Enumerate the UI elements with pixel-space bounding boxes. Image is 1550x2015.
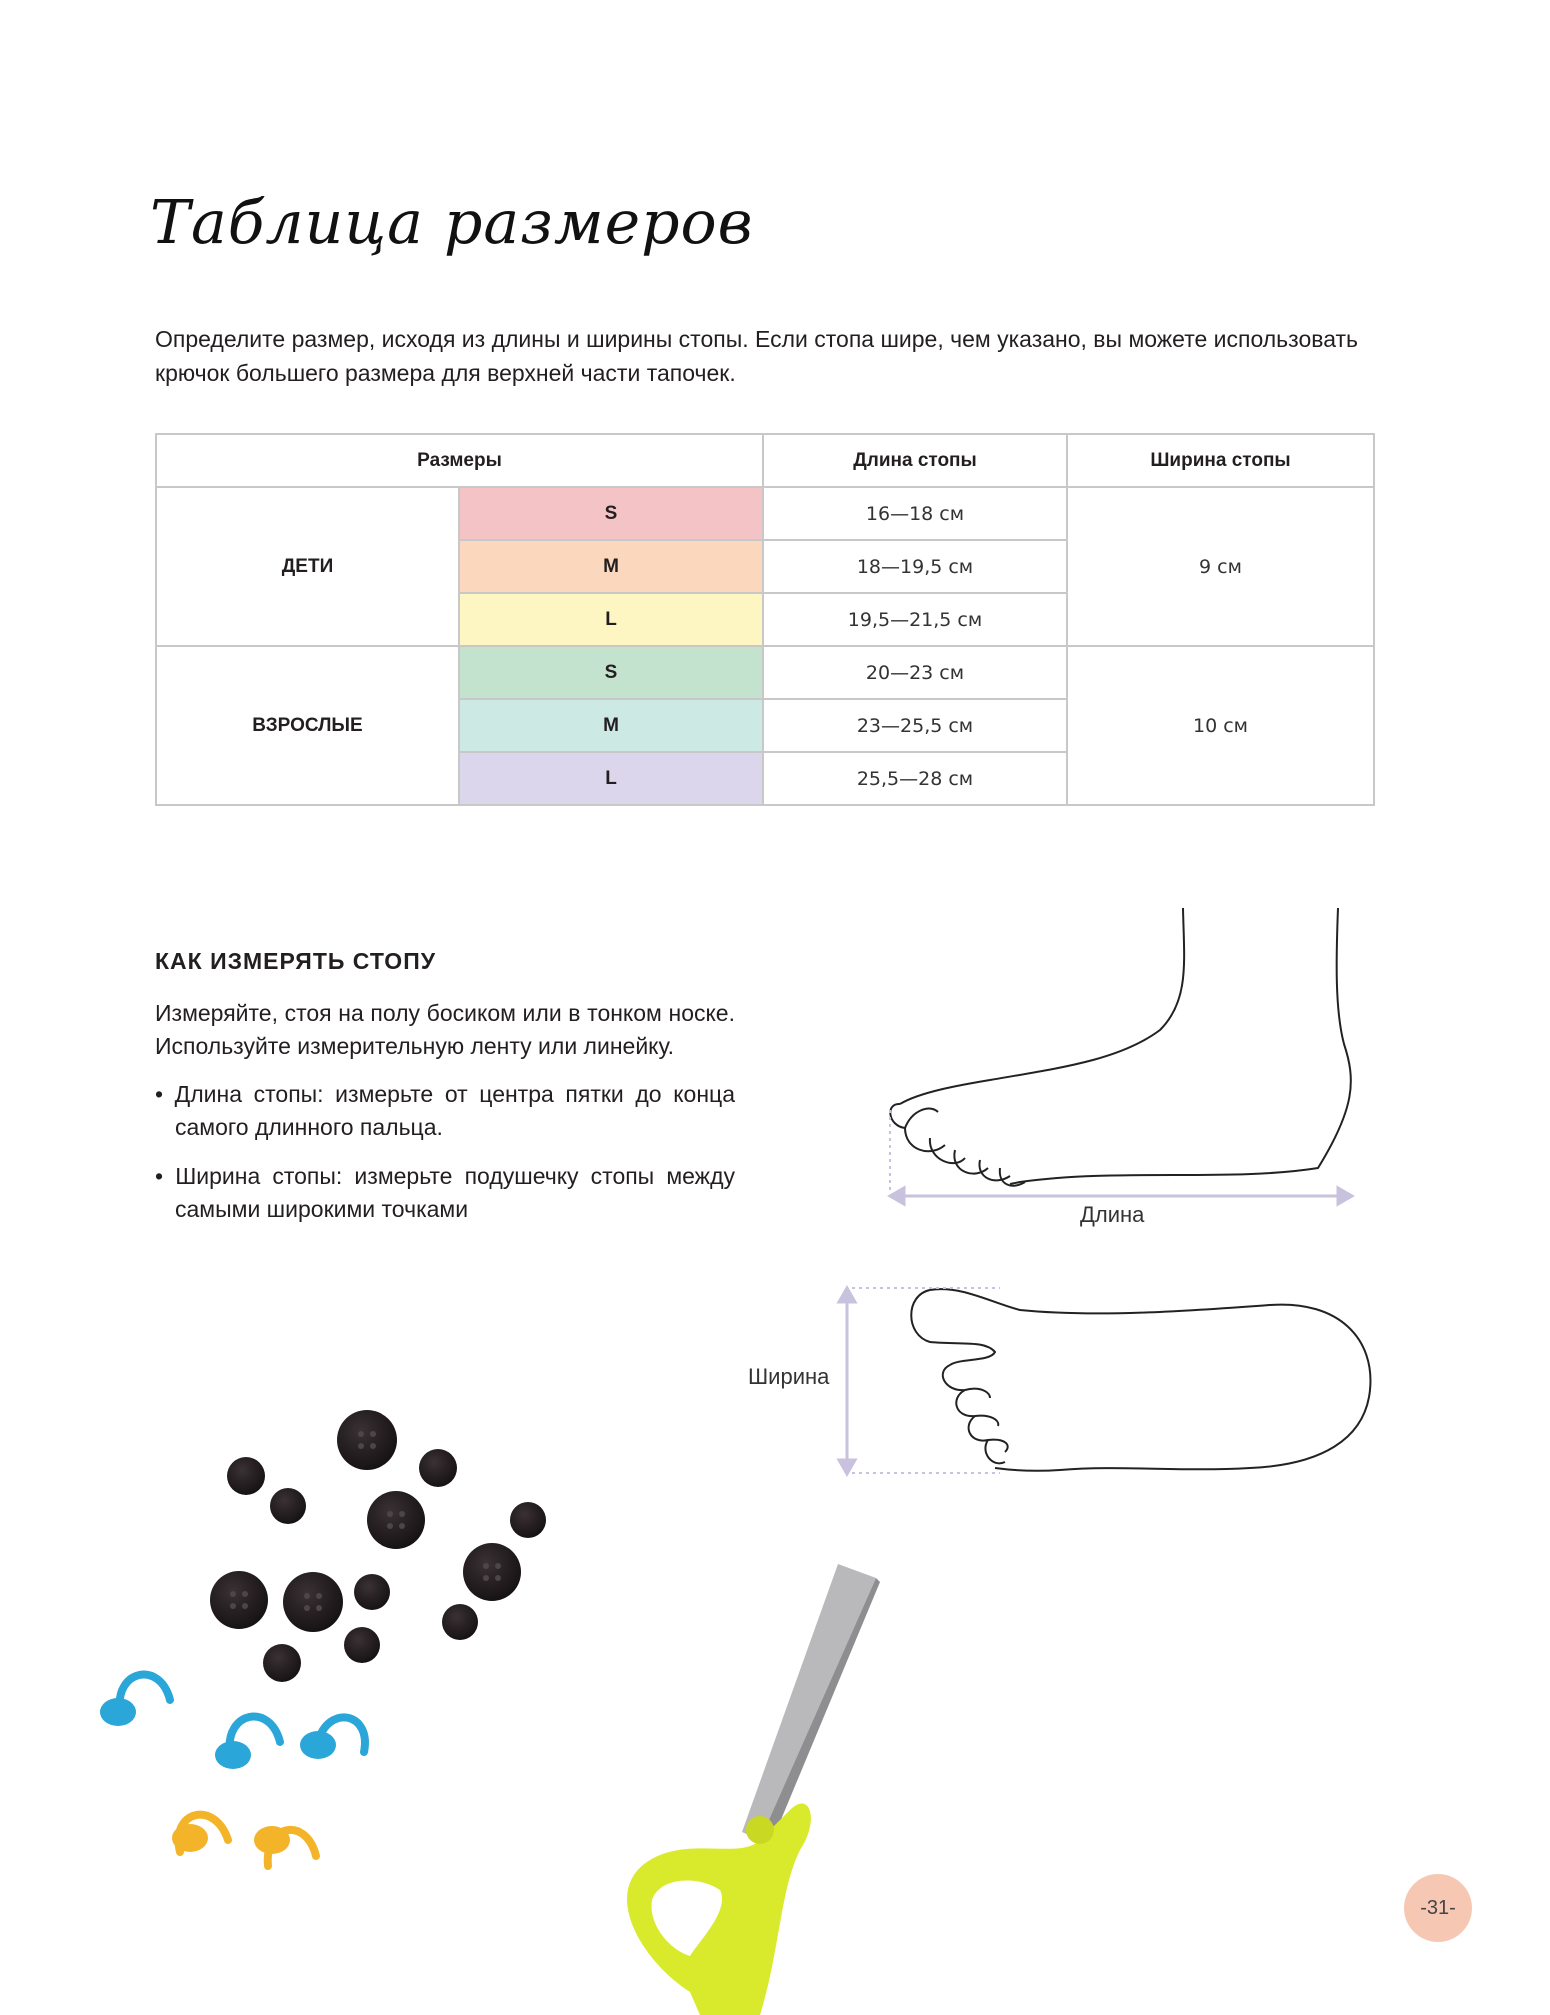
measure-heading: КАК ИЗМЕРЯТЬ СТОПУ xyxy=(155,948,437,974)
header-length: Длина стопы xyxy=(763,434,1067,487)
length-cell: 19,5—21,5 см xyxy=(763,593,1067,646)
measure-paragraph: Измеряйте, стоя на полу босиком или в тонком носке. Используйте измерительную ленту или линейку. xyxy=(155,1000,735,1059)
width-arrow xyxy=(839,1288,1000,1474)
page-title: Таблица размеров xyxy=(150,188,754,258)
size-cell: M xyxy=(459,699,763,752)
category-kids: ДЕТИ xyxy=(156,487,459,646)
width-cell-adults: 10 см xyxy=(1067,646,1374,805)
stitch-markers-decoration xyxy=(120,1675,365,1866)
size-cell: L xyxy=(459,593,763,646)
foot-sole-diagram xyxy=(911,1289,1370,1471)
length-cell: 16—18 см xyxy=(763,487,1067,540)
size-cell: M xyxy=(459,540,763,593)
buttons-decoration xyxy=(210,1410,546,1682)
page-number-badge: -31- xyxy=(1404,1874,1472,1942)
length-cell: 23—25,5 см xyxy=(763,699,1067,752)
size-cell: S xyxy=(459,646,763,699)
bullet-length: • Длина стопы: измерьте от центра пятки до конца самого длинного пальца. xyxy=(155,1078,735,1144)
foot-side-diagram xyxy=(890,908,1351,1186)
width-cell-kids: 9 см xyxy=(1067,487,1374,646)
size-cell: S xyxy=(459,487,763,540)
scissors-decoration xyxy=(627,1564,880,2015)
length-cell: 25,5—28 см xyxy=(763,752,1067,805)
length-arrow xyxy=(890,1110,1352,1204)
length-cell: 18—19,5 см xyxy=(763,540,1067,593)
header-sizes: Размеры xyxy=(156,434,763,487)
intro-paragraph: Определите размер, исходя из длины и ширины стопы. Если стопа шире, чем указано, вы можете использовать крючок большего размера для верхней части тапочек. xyxy=(155,326,1358,386)
header-width: Ширина стопы xyxy=(1067,434,1374,487)
size-cell: L xyxy=(459,752,763,805)
category-adults: ВЗРОСЛЫЕ xyxy=(156,646,459,805)
width-label: Ширина xyxy=(748,1364,830,1389)
length-label: Длина xyxy=(1080,1202,1145,1227)
length-cell: 20—23 см xyxy=(763,646,1067,699)
bullet-width: • Ширина стопы: измерьте подушечку стопы между самыми широкими точками xyxy=(155,1160,735,1226)
